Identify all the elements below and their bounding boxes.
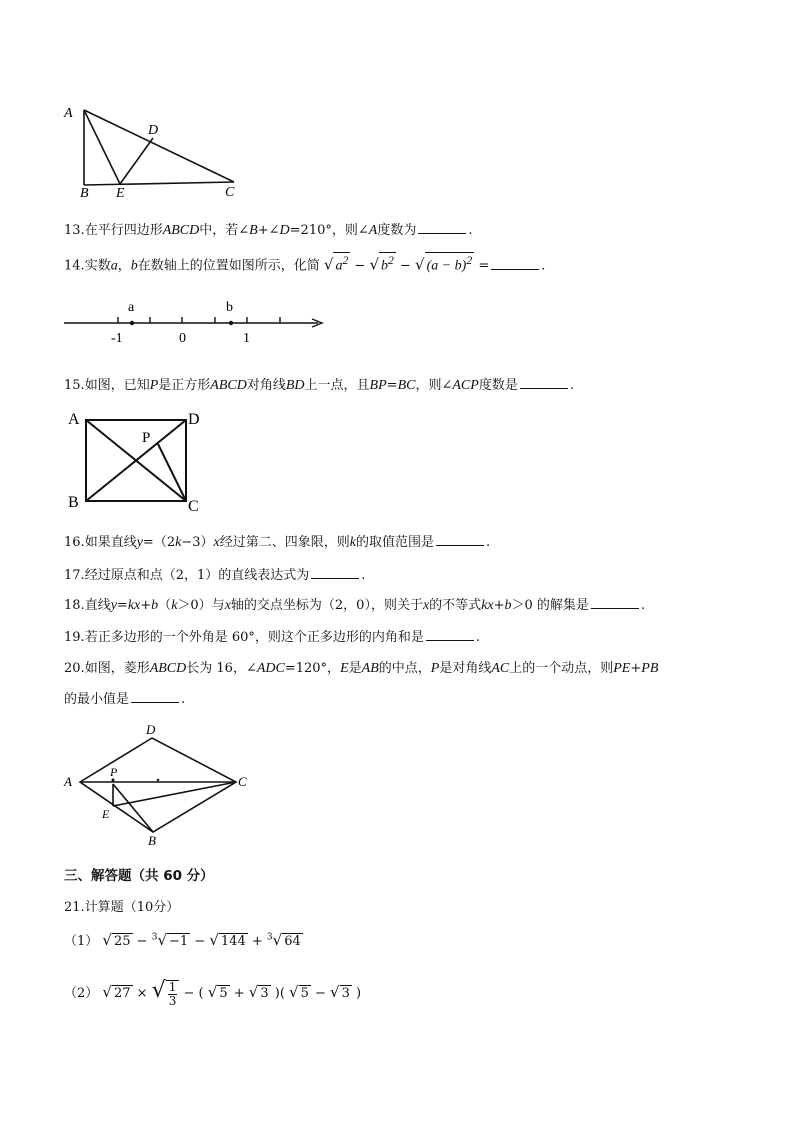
tick-label-0: 0	[179, 331, 186, 346]
label-e: E	[116, 186, 125, 200]
sqrt-27: 27	[113, 986, 131, 1001]
question-21-part1: （1） √ 25 − $^3$√ −1 − √ 144 + $^3$√ 64	[64, 931, 301, 949]
label-p: P	[142, 430, 151, 446]
point-a	[130, 321, 134, 325]
question-21: 21.计算题（10分）	[64, 900, 180, 915]
question-20-line2: 的最小值是 .	[64, 692, 186, 707]
answer-blank	[131, 690, 179, 703]
rhombus-figure	[60, 720, 270, 850]
label-a: a	[128, 300, 135, 315]
label-a: A	[64, 774, 72, 789]
label-c: C	[238, 774, 247, 789]
label-a: A	[64, 106, 73, 121]
sqrt-a-minus-b-2: $(a - b)^2$	[426, 254, 473, 274]
label-a: A	[68, 411, 80, 428]
section-heading: 三、解答题（共 60 分）	[64, 868, 214, 884]
label-b: B	[80, 186, 89, 200]
tick-label-minus1: -1	[111, 331, 123, 346]
label-c: C	[225, 185, 235, 200]
label-d: D	[146, 722, 156, 737]
answer-blank	[311, 566, 359, 579]
side-bc	[84, 182, 234, 185]
sqrt-b2: $b^2$	[381, 254, 394, 274]
sqrt-a2: $a^2$	[335, 254, 349, 274]
label-b: b	[226, 300, 233, 315]
question-20: 20.如图，菱形ABCD长为 16，∠ADC=120°，E是AB的中点，P是对角线AC上的一个动点，则PE+PB	[64, 661, 659, 676]
label-e: E	[102, 807, 110, 821]
question-18: 18.直线y=kx+b（k＞0）与x轴的交点坐标为（2，0），则关于x的不等式kx+b＞0 的解集是 .	[64, 598, 646, 613]
sqrt-one-third: $\frac{1}{3}$	[166, 980, 180, 1008]
label-d: D	[188, 411, 200, 428]
tick-label-1: 1	[243, 331, 250, 346]
answer-blank	[436, 533, 484, 546]
label-b: B	[148, 833, 156, 848]
label-b: B	[68, 494, 79, 511]
answer-blank	[591, 596, 639, 609]
sqrt-25: 25	[113, 934, 131, 949]
label-p: P	[110, 765, 118, 779]
segment-ae	[84, 110, 120, 184]
question-19: 19.若正多边形的一个外角是 60°，则这个正多边形的内角和是 .	[64, 630, 481, 645]
side-ac	[84, 110, 234, 182]
answer-blank	[418, 221, 466, 234]
sqrt-144: 144	[220, 934, 246, 949]
answer-blank	[520, 376, 568, 389]
cbrt-minus1: −1	[169, 934, 189, 949]
question-17: 17.经过原点和点（2，1）的直线表达式为 .	[64, 568, 366, 583]
label-d: D	[148, 123, 159, 138]
triangle-figure	[60, 100, 260, 200]
question-13: 13.在平行四边形ABCD中，若∠B+∠D=210°，则∠A度数为 .	[64, 223, 473, 238]
answer-blank	[426, 628, 474, 641]
question-16: 16.如果直线y=（2k−3）x经过第二、四象限，则k的取值范围是 .	[64, 535, 491, 550]
answer-blank	[491, 257, 539, 270]
question-15: 15.如图，已知P是正方形ABCD对角线BD上一点，且BP=BC，则∠ACP度数是 .	[64, 378, 574, 393]
label-c: C	[188, 498, 199, 515]
cbrt-64: 64	[284, 934, 301, 949]
square-figure	[62, 404, 212, 516]
point-b	[229, 321, 233, 325]
question-21-part2: （2） √ 27 × √ $\frac{1}{3}$ − ( √ 5 + √ 3 )( √ 5 − √ 3 )	[64, 978, 362, 1008]
number-line-figure	[60, 296, 330, 348]
segment-ed	[120, 138, 153, 184]
question-14: 14.实数a，b在数轴上的位置如图所示，化简 √ $a^2$ − √ $b^2$ − √ $(a - b)^2$ = .	[64, 254, 546, 274]
